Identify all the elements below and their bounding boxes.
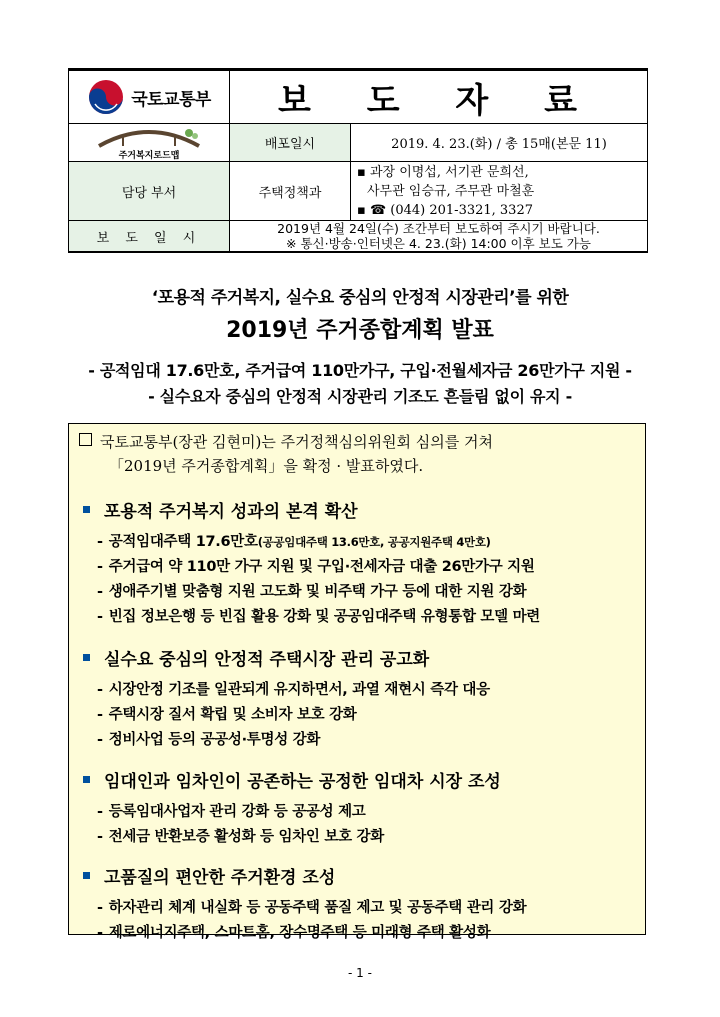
bullet-square-icon: [83, 506, 90, 513]
roadmap-name: 주거복지로드맵: [118, 151, 180, 161]
contact-phone: ▪ ☎ (044) 201-3321, 3327: [357, 202, 533, 218]
page-title: 2019년 주거종합계획 발표: [226, 318, 494, 343]
list-item: - 빈집 정보은행 등 빈집 활용 강화 및 공공임대주택 유형통합 모델 마련: [97, 609, 540, 625]
list-item: - 주택시장 질서 확립 및 소비자 보호 강화: [97, 707, 357, 723]
taegeuk-emblem-icon: [87, 78, 125, 116]
release-line: 2019년 4월 24일(수) 조간부터 보도하여 주시기 바랍니다.: [277, 221, 600, 236]
release-label: 보 도 일 시: [69, 221, 230, 253]
subheadline-1: - 공적임대 17.6만호, 주거급여 110만가구, 구입·전월세자금 26만가구 지원 -: [88, 361, 632, 380]
document-title: 보 도 자 료: [230, 70, 648, 124]
summary-section: [83, 645, 643, 753]
contact-info: [351, 162, 648, 221]
summary-section: [83, 497, 643, 630]
release-note: ※ 통신·방송·인터넷은 4. 23.(화) 14:00 이후 보도 가능: [286, 236, 591, 251]
ministry-logo-cell: [69, 70, 230, 124]
summary-section: [83, 863, 643, 946]
page-number: - 1 -: [348, 966, 372, 980]
press-release-header: [68, 68, 648, 253]
headline-line1: ‘포용적 주거복지, 실수요 중심의 안정적 시장관리’를 위한: [151, 288, 569, 308]
distribution-label: 배포일시: [230, 124, 351, 162]
subheadline-2: - 실수요자 중심의 안정적 시장관리 기조도 흔들림 없이 유지 -: [148, 387, 572, 406]
section-title: 포용적 주거복지 성과의 본격 확산: [104, 502, 358, 522]
release-info: [230, 221, 648, 253]
checkbox-square-icon: [79, 433, 92, 446]
intro-line: 「2019년 주거종합계획」을 확정 · 발표하였다.: [109, 457, 424, 475]
distribution-value: 2019. 4. 23.(화) / 총 15매(본문 11): [351, 124, 648, 162]
intro-line: 국토교통부(장관 김현미)는 주거정책심의위원회 심의를 거쳐: [100, 433, 494, 451]
dept-value: 주택정책과: [230, 162, 351, 221]
list-item: - 주거급여 약 110만 가구 지원 및 구입·전세자금 대출 26만가구 지원: [97, 559, 535, 575]
dept-label: 담당 부서: [69, 162, 230, 221]
roadmap-logo-cell: [69, 124, 230, 162]
bullet-square-icon: [83, 654, 90, 661]
item-note: (공공임대주택 13.6만호, 공공지원주택 4만호): [257, 535, 491, 549]
list-item: - 등록임대사업자 관리 강화 등 공공성 제고: [97, 804, 366, 820]
bullet-square-icon: [83, 776, 90, 783]
list-item: - 생애주기별 맞춤형 지원 고도화 및 비주택 가구 등에 대한 지원 강화: [97, 584, 527, 600]
list-item: - 전세금 반환보증 활성화 등 임차인 보호 강화: [97, 829, 384, 845]
roadmap-roof-icon: [89, 124, 209, 150]
list-item: - 시장안정 기조를 일관되게 유지하면서, 과열 재현시 즉각 대응: [97, 682, 490, 698]
list-item: - 하자관리 체계 내실화 등 공동주택 품질 제고 및 공동주택 관리 강화: [97, 900, 527, 916]
contact-line: 사무관 임승규, 주무관 마철훈: [367, 183, 535, 199]
list-item: - 제로에너지주택, 스마트홈, 장수명주택 등 미래형 주택 활성화: [97, 925, 491, 941]
section-title: 임대인과 임차인이 공존하는 공정한 임대차 시장 조성: [104, 772, 501, 792]
list-item: - 공적임대주택 17.6만호(공공임대주택 13.6만호, 공공지원주택 4만호): [97, 534, 491, 550]
summary-intro: [79, 430, 639, 478]
bullet-square-icon: [83, 872, 90, 879]
section-title: 실수요 중심의 안정적 주택시장 관리 공고화: [104, 650, 430, 670]
contact-line: ▪ 과장 이명섭, 서기관 문희선,: [357, 164, 529, 180]
ministry-name: 국토교통부: [131, 89, 211, 110]
section-title: 고품질의 편안한 주거환경 조성: [104, 868, 336, 888]
summary-section: [83, 767, 643, 850]
summary-box: [68, 423, 646, 941]
list-item: - 정비사업 등의 공공성·투명성 강화: [97, 732, 321, 748]
